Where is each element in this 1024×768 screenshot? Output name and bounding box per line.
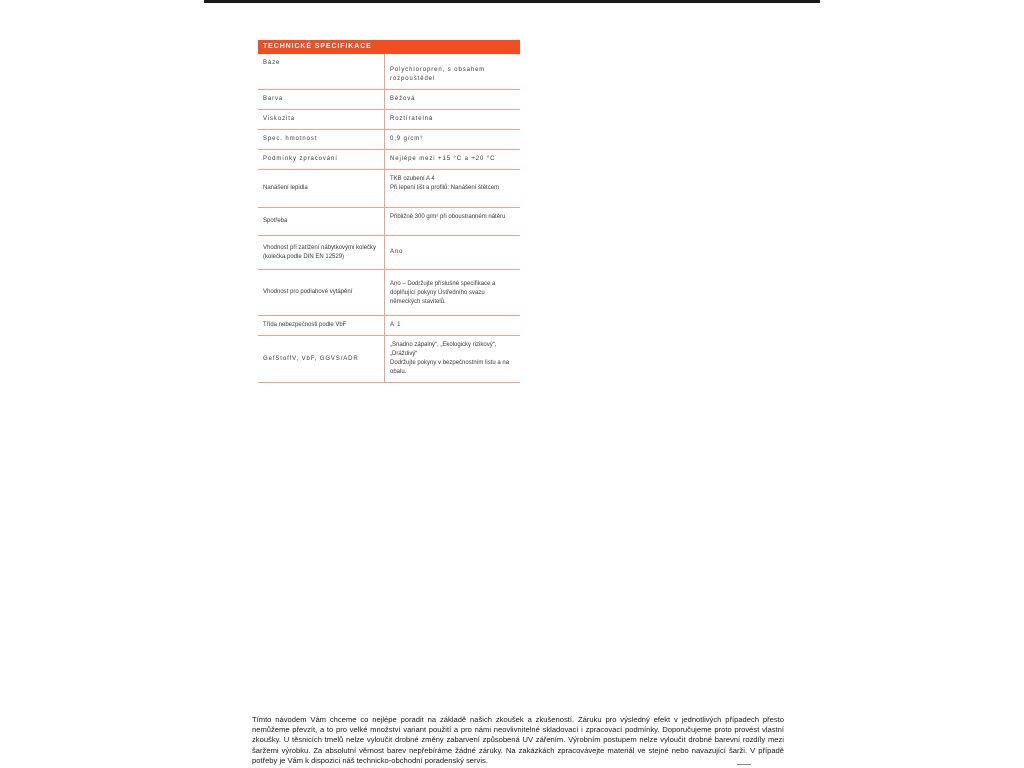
spec-value: Béžová — [385, 90, 521, 110]
spec-row-density — [258, 130, 520, 150]
spec-value: TKB ozubení A 4 Při lepení lišt a profilů: Nanášení štětcem — [385, 170, 521, 208]
spec-key: Nanášení lepidla — [258, 170, 385, 208]
spec-key: Třída nebezpečnosti podle VbF — [258, 316, 385, 336]
spec-value: 0,9 g/cm³ — [385, 130, 521, 150]
spec-value: Přibližně 300 g/m² při oboustranném nátěru — [385, 208, 521, 236]
spec-value: A 1 — [385, 316, 521, 336]
spec-row-floor-heating — [258, 270, 520, 316]
spec-key: Viskozita — [258, 110, 385, 130]
spec-row-hazard-labels — [258, 336, 520, 383]
spec-row-viscosity — [258, 110, 520, 130]
spec-value: „Snadno zápalný“, „Ekologicky rizikový“, „Dráždivý“ Dodržujte pokyny v bezpečnostním listu a na obalu. — [385, 336, 521, 383]
spec-key: Spotřeba — [258, 208, 385, 236]
spec-row-hazard-class — [258, 316, 520, 336]
spec-value: Ano — [385, 236, 521, 270]
spec-row-processing-conditions — [258, 150, 520, 170]
spec-row-caster-suitability — [258, 236, 520, 270]
spec-key: GefStoffV, VbF, GGVS/ADR — [258, 336, 385, 383]
spec-table — [258, 54, 520, 383]
spec-key: Báze — [258, 54, 385, 90]
disclaimer-text: Tímto návodem Vám chceme co nejlépe poradit na základě našich zkoušek a zkušeností. Záruku pro výsledný efekt v jednotlivých případech přesto nemůžeme převzít, a to pro velké množství variant použití a pro námi neovlivnitelné skladovací i zpracovací podmínky. Doporučujeme proto provést vlastní zkoušky. U těsnicích tmelů nelze vyloučit drobné změny zabarvení způsobená UV zářením. Výrobním postupem nelze vyloučit drobné barevní rozdíly mezi šaržemi výrobku. Za absolutní věrnost barev nepřebíráme žádné záruky. Na zakázkách zpracovávejte materiál ve stejné nebo navazující šarži. V případě potřeby je Vám k dispozici náš technicko-obchodní poradenský servis. — [252, 714, 784, 766]
spec-row-base — [258, 54, 520, 90]
spec-key: Vhodnost pro podlahové vytápění — [258, 270, 385, 316]
top-rule — [204, 0, 820, 3]
spec-key: Spec. hmotnost — [258, 130, 385, 150]
spec-value: Roztíratelná — [385, 110, 521, 130]
spec-key: Podmínky zpracování — [258, 150, 385, 170]
spec-row-consumption — [258, 208, 520, 236]
page-corner-mark — [737, 764, 751, 765]
spec-value: Polychloropren, s obsahem rozpouštědel — [385, 54, 521, 90]
spec-key: Vhodnost při zatížení nábytkovými kolečky (kolečka podle DIN EN 12529) — [258, 236, 385, 270]
spec-row-color — [258, 90, 520, 110]
spec-row-application — [258, 170, 520, 208]
spec-header: TECHNICKÉ SPECIFIKACE — [258, 40, 520, 54]
spec-key: Barva — [258, 90, 385, 110]
spec-value: Ano – Dodržujte příslušné specifikace a doplňující pokyny Ústředního svazu německých stavitelů. — [385, 270, 521, 316]
technical-specifications — [258, 40, 520, 383]
spec-value: Nejlépe mezi +15 °C a +20 °C — [385, 150, 521, 170]
